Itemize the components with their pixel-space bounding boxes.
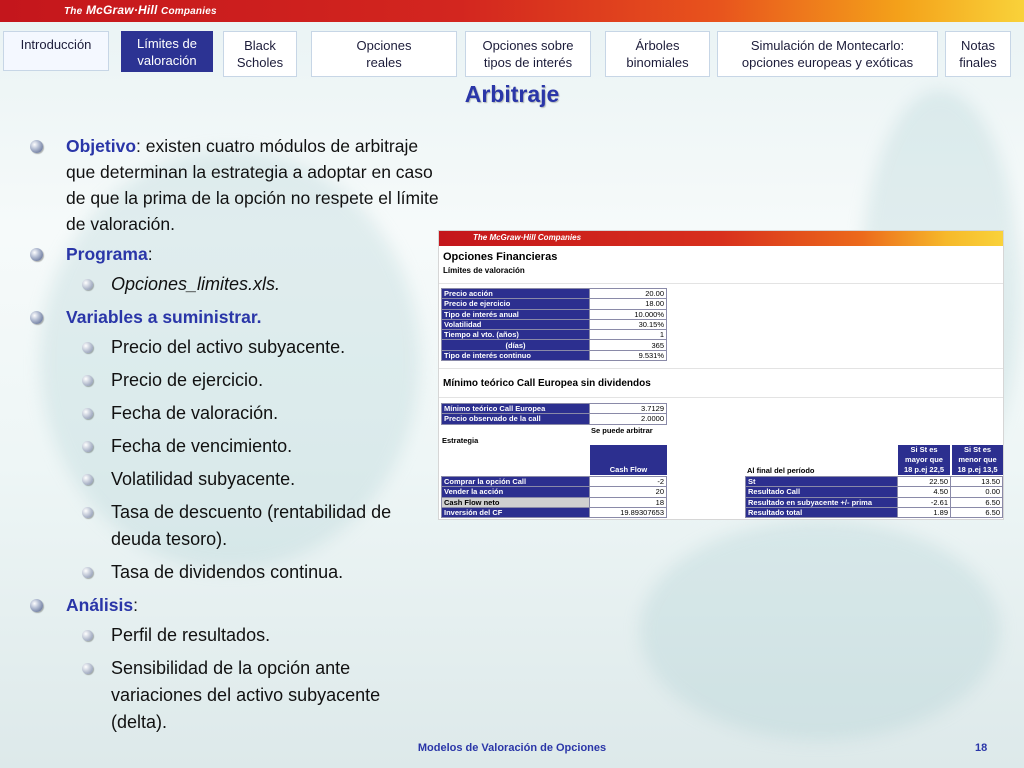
section-heading: Mínimo teórico Call Europea sin dividendos — [443, 378, 651, 389]
table-row — [442, 309, 667, 319]
programa-colon: : — [147, 244, 153, 264]
result-mayor: 4.50 — [898, 487, 951, 497]
min-label: Mínimo teórico Call Europea — [442, 404, 590, 414]
table-row — [746, 477, 1003, 487]
table-row — [442, 497, 667, 507]
input-label: Tiempo al vto. (años) — [442, 330, 590, 340]
tab-limites-valoracion[interactable] — [121, 31, 213, 72]
table-row — [746, 497, 1003, 507]
input-label: Volatilidad — [442, 319, 590, 329]
sub-bullet-icon — [82, 474, 93, 485]
result-mayor: 1.89 — [898, 507, 951, 517]
background-shape — [640, 520, 1000, 740]
tab-label: Árboles binomiales — [626, 38, 689, 70]
sub-bullet-icon — [82, 441, 93, 452]
result-menor: 6.50 — [951, 507, 1003, 517]
bullet-list — [30, 133, 440, 742]
tab-label: Black Scholes — [236, 38, 284, 70]
bullet-programa-file — [30, 271, 440, 298]
objetivo-text: : existen cuatro módulos de arbitraje que determinan la estrategia a adoptar en caso de que la prima de la opción no respete el límite de valoración. — [66, 136, 439, 234]
analisis-text: Perfil de resultados. — [111, 625, 271, 645]
tab-label: Límites de valoración — [137, 35, 197, 68]
strategy-label: Comprar la opción Call — [442, 477, 590, 487]
table-row — [442, 289, 667, 299]
input-value[interactable]: 30.15% — [590, 319, 667, 329]
analisis-colon: : — [133, 595, 138, 615]
analisis-text: Sensibilidad de la opción ante variaciones del activo subyacente (delta). — [111, 658, 381, 732]
strategy-cf: 20 — [590, 487, 667, 497]
grid-line — [439, 368, 1003, 369]
input-value[interactable]: 20.00 — [590, 289, 667, 299]
table-row — [442, 414, 667, 424]
bullet-programa — [30, 241, 440, 267]
table-row — [442, 319, 667, 329]
tab-arboles-binomiales[interactable] — [605, 31, 710, 77]
variable-item — [30, 499, 440, 553]
result-label: Resultado total — [746, 507, 898, 517]
result-label: Resultado Call — [746, 487, 898, 497]
observed-price-value[interactable]: 2.0000 — [590, 414, 667, 424]
tab-label: Notas finales — [959, 38, 997, 70]
sub-bullet-icon — [82, 408, 93, 419]
result-menor: 6.50 — [951, 497, 1003, 507]
variable-text: Precio del activo subyacente. — [111, 337, 346, 357]
arbitrage-note: Se puede arbitrar — [591, 426, 653, 435]
footer — [0, 742, 1024, 758]
sheet-banner — [439, 231, 1003, 246]
grid-line — [439, 397, 1003, 398]
grid-line — [439, 283, 1003, 284]
result-label: St — [746, 477, 898, 487]
sub-bullet-icon — [82, 630, 93, 641]
tab-introduccion[interactable] — [3, 31, 109, 71]
min-value: 3.7129 — [590, 404, 667, 414]
results-table — [745, 476, 1003, 518]
sub-bullet-icon — [82, 663, 93, 674]
bullet-variables — [30, 304, 440, 330]
variable-item — [30, 559, 440, 586]
tab-label: Opciones sobre tipos de interés — [482, 38, 574, 70]
variable-text: Tasa de descuento (rentabilidad de deuda tesoro). — [111, 502, 392, 549]
menor-header: Si St es menor que 18 p.ej 13,5 — [952, 445, 1003, 475]
bullet-objetivo — [30, 133, 440, 237]
tab-black-scholes[interactable] — [223, 31, 297, 77]
result-menor: 13.50 — [951, 477, 1003, 487]
variable-item — [30, 334, 440, 361]
table-row — [442, 404, 667, 414]
final-period-label: Al final del período — [747, 466, 815, 475]
tab-label: Simulación de Montecarlo: opciones europeas y exóticas — [741, 38, 914, 70]
footer-title: Modelos de Valoración de Opciones — [417, 742, 607, 754]
input-label: Tipo de interés continuo — [442, 350, 590, 360]
strategy-cf: 18 — [590, 497, 667, 507]
analisis-item — [30, 655, 440, 736]
strategy-label: Inversión del CF — [442, 507, 590, 517]
result-mayor: -2.61 — [898, 497, 951, 507]
table-row — [746, 487, 1003, 497]
sheet-subtitle: Límites de valoración — [443, 266, 525, 275]
min-label: Precio observado de la call — [442, 414, 590, 424]
mayor-header: Si St es mayor que 18 p.ej 22,5 — [898, 445, 950, 475]
strategy-label: Vender la acción — [442, 487, 590, 497]
tab-opciones-tipos-interes[interactable] — [465, 31, 591, 77]
input-label: (días) — [442, 340, 590, 350]
logo-name: McGraw·Hill — [85, 3, 158, 17]
table-row — [442, 340, 667, 350]
variable-item — [30, 367, 440, 394]
table-row — [442, 507, 667, 517]
sub-bullet-icon — [82, 342, 93, 353]
tab-notas-finales[interactable] — [945, 31, 1011, 77]
top-banner — [0, 0, 1024, 22]
spreadsheet-screenshot — [438, 230, 1004, 520]
table-row — [442, 487, 667, 497]
sub-bullet-icon — [82, 375, 93, 386]
table-row — [442, 330, 667, 340]
variable-item — [30, 466, 440, 493]
variable-text: Precio de ejercicio. — [111, 370, 264, 390]
input-value[interactable]: 365 — [590, 340, 667, 350]
variable-text: Tasa de dividendos continua. — [111, 562, 344, 582]
input-label: Precio acción — [442, 289, 590, 299]
result-label: Resultado en subyacente +/- prima — [746, 497, 898, 507]
variable-text: Fecha de valoración. — [111, 403, 279, 423]
sub-bullet-icon — [82, 507, 93, 518]
bullet-icon — [30, 248, 43, 261]
page-title: Arbitraje — [464, 81, 560, 107]
input-label: Tipo de interés anual — [442, 309, 590, 319]
table-row — [442, 350, 667, 360]
inputs-table — [441, 288, 667, 361]
bullet-analisis — [30, 592, 440, 618]
analisis-item — [30, 622, 440, 649]
logo-suffix: Companies — [161, 6, 217, 17]
estrategia-label: Estrategia — [442, 436, 479, 445]
input-value[interactable]: 10.000% — [590, 309, 667, 319]
input-label: Precio de ejercicio — [442, 299, 590, 309]
result-menor: 0.00 — [951, 487, 1003, 497]
variable-text: Volatilidad subyacente. — [111, 469, 296, 489]
variable-item — [30, 433, 440, 460]
result-mayor: 22.50 — [898, 477, 951, 487]
bullet-icon — [30, 599, 43, 612]
strategy-label: Cash Flow neto — [442, 497, 590, 507]
cashflow-header — [590, 445, 667, 475]
input-value[interactable]: 9.531% — [590, 350, 667, 360]
sheet-title: Opciones Financieras — [443, 251, 558, 263]
variables-label: Variables a suministrar. — [66, 307, 262, 327]
tab-label: Opciones reales — [356, 38, 412, 70]
page-number: 18 — [975, 742, 988, 754]
sheet-logo: The McGraw·Hill Companies — [473, 233, 582, 242]
table-row — [442, 299, 667, 309]
variable-text: Fecha de vencimiento. — [111, 436, 293, 456]
sub-bullet-icon — [82, 279, 93, 290]
bullet-icon — [30, 140, 43, 153]
cashflow-header-text: Cash Flow — [609, 465, 648, 474]
tab-label: Introducción — [20, 37, 92, 52]
table-row — [442, 477, 667, 487]
company-logo — [64, 3, 217, 17]
strategy-table — [441, 476, 667, 518]
tab-simulacion-montecarlo[interactable] — [717, 31, 938, 77]
bullet-icon — [30, 311, 43, 324]
programa-file: Opciones_limites.xls. — [111, 274, 281, 294]
strategy-cf: -2 — [590, 477, 667, 487]
objetivo-label: Objetivo — [66, 136, 137, 156]
variable-item — [30, 400, 440, 427]
tab-opciones-reales[interactable] — [311, 31, 457, 77]
input-value[interactable]: 1 — [590, 330, 667, 340]
analisis-label: Análisis — [66, 595, 134, 615]
table-row — [746, 507, 1003, 517]
programa-label: Programa — [66, 244, 148, 264]
minimum-table — [441, 403, 667, 425]
input-value[interactable]: 18.00 — [590, 299, 667, 309]
logo-the: The — [64, 6, 83, 17]
strategy-cf: 19.89307653 — [590, 507, 667, 517]
sub-bullet-icon — [82, 567, 93, 578]
